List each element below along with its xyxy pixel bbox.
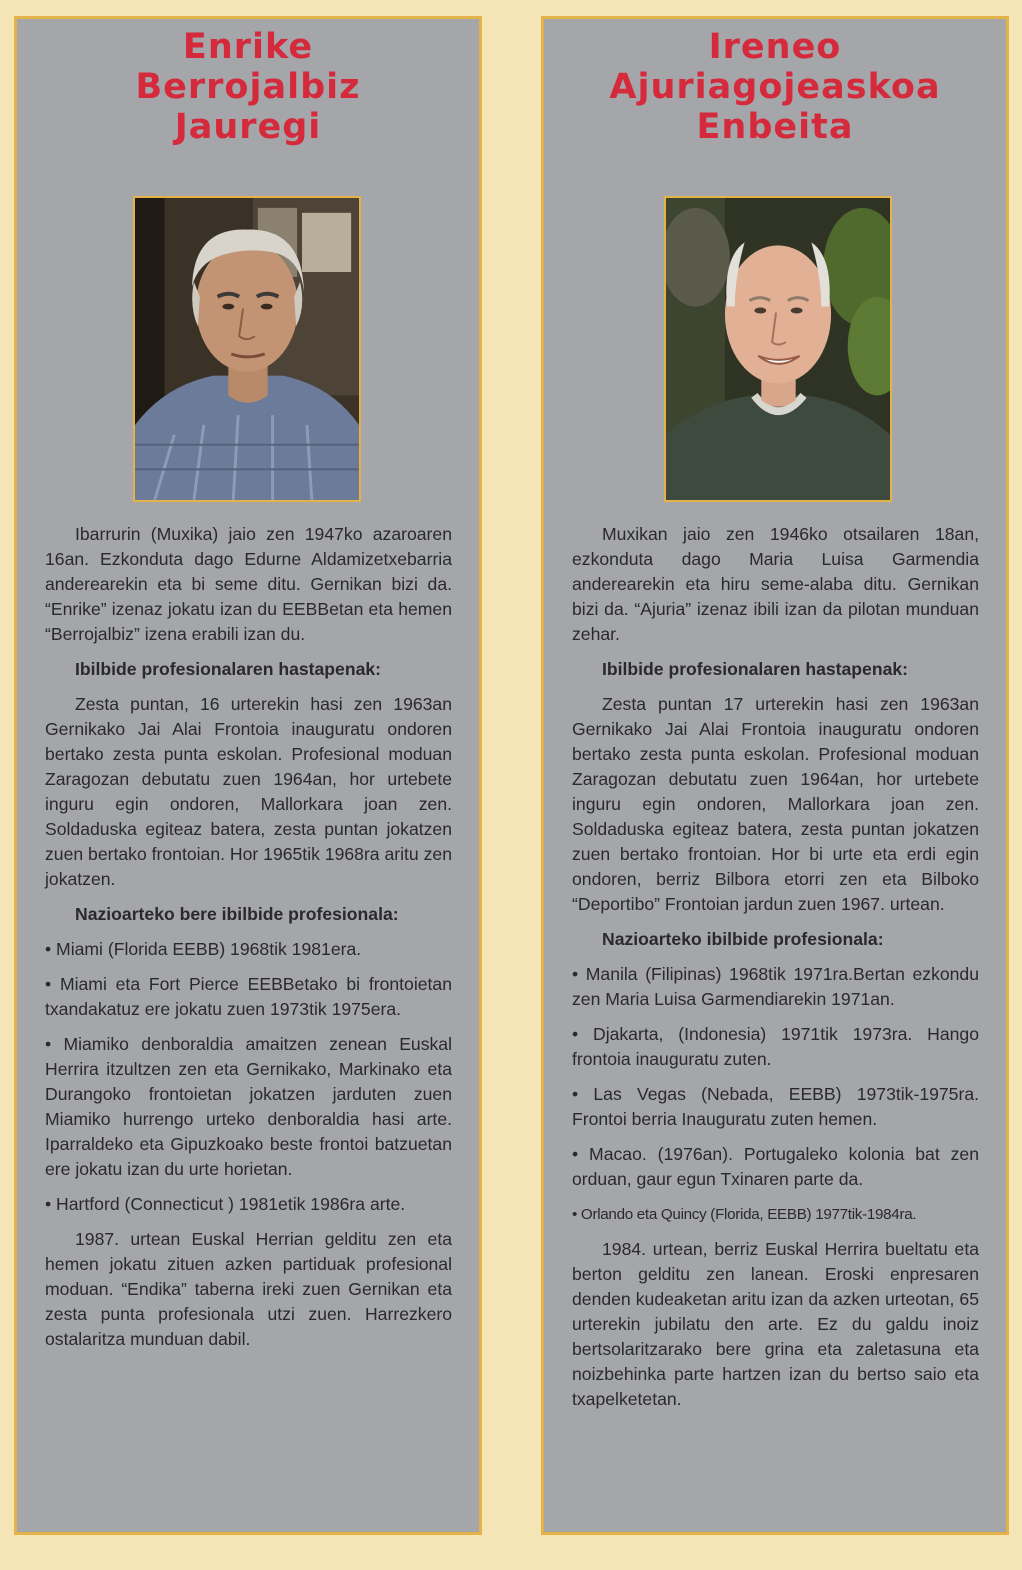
- career-bullet: • Djakarta, (Indonesia) 1971tik 1973ra. Hango frontoia inauguratu zuten.: [572, 1024, 979, 1069]
- profile-text: [572, 522, 979, 1422]
- profile-panel-left: [14, 16, 482, 1535]
- name-line: Enrike: [182, 27, 314, 67]
- profile-photo: [664, 196, 892, 502]
- name-line: Jauregi: [174, 107, 322, 147]
- career-bullet: • Miamiko denboraldia amaitzen zenean Euskal Herrira itzultzen zen eta Gernikako, Markinako eta Durangoko frontoietan jokatzen jarduten zuen Miamiko hurrengo urteko denboraldia hasi arte. Iparraldeko eta Gipuzkoako beste frontoi batzuetan ere jokatu izan du urte horietan.: [45, 1034, 452, 1179]
- intro-paragraph: Muxikan jaio zen 1946ko otsailaren 18an, ezkonduta dago Maria Luisa Garmendia anderearekin eta hiru seme-alaba ditu. Gernikan bizi da. “Ajuria” izenaz ibili izan da pilotan munduan zehar.: [572, 524, 979, 644]
- start-paragraph: Zesta puntan, 16 urterekin hasi zen 1963an Gernikako Jai Alai Frontoia inauguratu ondoren bertako zesta punta eskolan. Profesional moduan Zaragozan debutatu zuen 1964an, hor urtebete inguru egin ondoren, Mallorkara joan zen. Soldaduska egiteaz batera, zesta puntan jokatzen zuen bertako frontoian. Hor 1965tik 1968ra aritu zen jokatzen.: [45, 694, 452, 889]
- career-bullet: • Las Vegas (Nebada, EEBB) 1973tik-1975ra. Frontoi berria Inauguratu zuten hemen.: [572, 1084, 979, 1129]
- career-bullet: • Miami (Florida EEBB) 1968tik 1981era.: [45, 939, 362, 959]
- career-bullet: • Macao. (1976an). Portugaleko kolonia bat zen orduan, gaur egun Txinaren parte da.: [572, 1144, 979, 1189]
- profile-name: [17, 27, 479, 147]
- career-bullet: • Manila (Filipinas) 1968tik 1971ra.Bertan ezkondu zen Maria Luisa Garmendiarekin 1971an.: [572, 964, 979, 1009]
- closing-paragraph: 1984. urtean, berriz Euskal Herrira bueltatu eta berton gelditu zen lanean. Eroski enpresaren denden kudeaketan aritu izan da azken urteotan, 65 urterekin jubilatu den arte. Ez du galdu inoiz bertsolaritzarako bere grina eta zaletasuna eta noizbehinka parte hartzen izan du bertso saio eta txapelketetan.: [572, 1239, 979, 1409]
- closing-paragraph: 1987. urtean Euskal Herrian gelditu zen eta hemen jokatu zituen azken partiduak profesional moduan. “Endika” taberna ireki zuen Gernikan eta zesta punta profesionala utzi zuen. Harrezkero ostalaritza munduan dabil.: [45, 1229, 452, 1349]
- profile-photo: [133, 196, 361, 502]
- start-paragraph: Zesta puntan 17 urterekin hasi zen 1963an Gernikako Jai Alai Frontoia inauguratu ondoren bertako zesta punta eskolan. Profesional moduan Zaragozan debutatu zuen 1964an, hor urtebete inguru egin ondoren, Mallorkara joan zen. Soldaduska egiteaz batera, zesta puntan jokatzen zuen bertako frontoian. Hor bi urte eta erdi egin ondoren, berriz Bilbora etorri zen eta Bilboko “Deportibo” Frontoian jardun zuen 1967. urtean.: [572, 694, 979, 914]
- intro-paragraph: Ibarrurin (Muxika) jaio zen 1947ko azaroaren 16an. Ezkonduta dago Edurne Aldamizetxebarria anderearekin eta bi seme ditu. Gernikan bizi da. “Enrike” izenaz jokatu izan du EEBBetan eta hemen “Berrojalbiz” izena erabili izan du.: [45, 524, 452, 644]
- career-bullet: • Miami eta Fort Pierce EEBBetako bi frontoietan txandakatuz ere jokatu zuen 1973tik 1975era.: [45, 974, 452, 1019]
- name-line: Berrojalbiz: [135, 67, 361, 107]
- career-bullet: • Hartford (Connecticut ) 1981etik 1986ra arte.: [45, 1194, 406, 1214]
- section-heading-start: Ibilbide profesionalaren hastapenak:: [75, 659, 382, 679]
- section-heading-international: Nazioarteko bere ibilbide profesionala:: [75, 904, 399, 924]
- profile-text: [45, 522, 452, 1362]
- career-bullet: • Orlando eta Quincy (Florida, EEBB) 1977tik-1984ra.: [572, 1206, 917, 1223]
- name-line: Ajuriagojeaskoa: [609, 67, 941, 107]
- section-heading-international: Nazioarteko ibilbide profesionala:: [602, 929, 884, 949]
- profile-name: [544, 27, 1006, 147]
- section-heading-start: Ibilbide profesionalaren hastapenak:: [602, 659, 909, 679]
- name-line: Ireneo: [708, 27, 842, 67]
- name-line: Enbeita: [696, 107, 854, 147]
- profile-panel-right: [541, 16, 1009, 1535]
